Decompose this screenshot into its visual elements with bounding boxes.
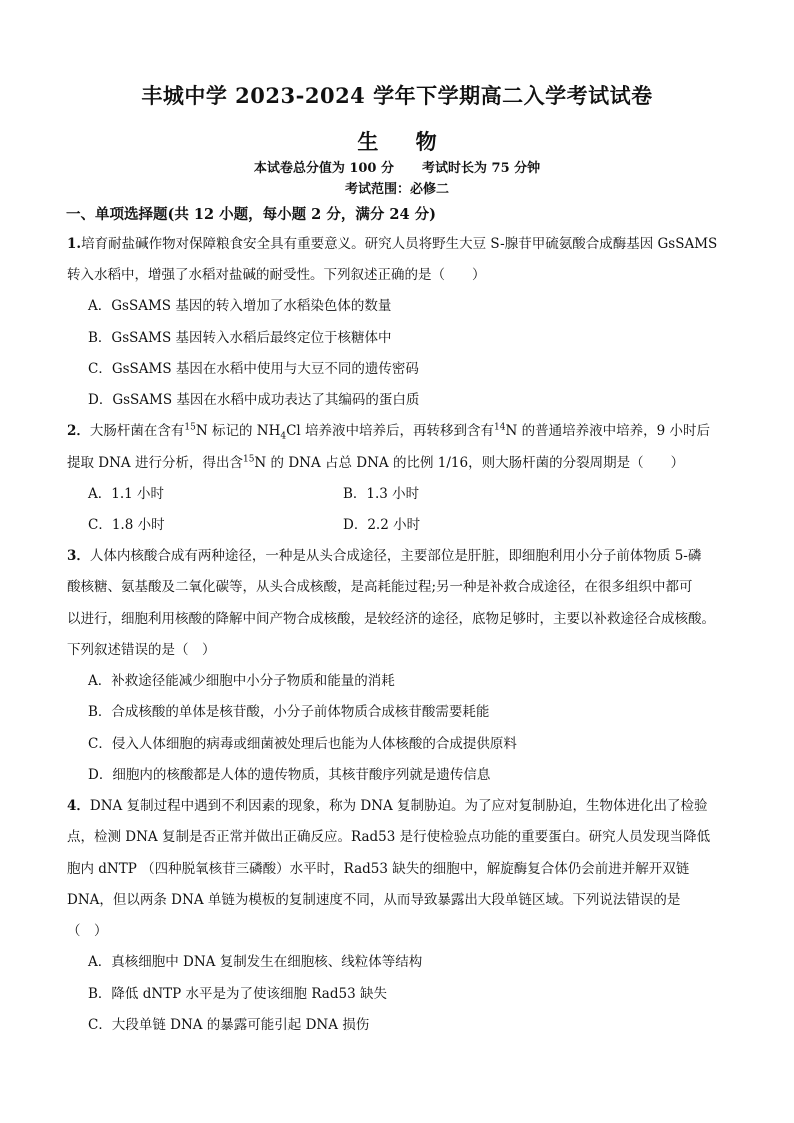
option-c: C．大段单链 DNA 的暴露可能引起 DNA 损伤 [88, 1017, 370, 1033]
question-number: 3． [67, 548, 90, 564]
question-1-line: 转入水稻中，增强了水稻对盐碱的耐受性。下列叙述正确的是（ ） [67, 267, 486, 283]
exam-info [0, 157, 794, 176]
question-3-line: 以进行，细胞利用核酸的降解中间产物合成核酸，是较经济的途径，底物足够时，主要以补救途径合成核酸。 [67, 611, 715, 627]
section-heading: 一、单项选择题(共 12 小题，每小题 2 分，满分 24 分) [66, 206, 436, 223]
question-number: 1. [67, 236, 82, 252]
option-c: C．1.8 小时 [88, 517, 165, 533]
option-a: A．补救途径能减少细胞中小分子物质和能量的消耗 [88, 673, 395, 689]
option-b: B．1.3 小时 [343, 486, 420, 502]
option-d: D．GsSAMS 基因在水稻中成功表达了其编码的蛋白质 [88, 392, 420, 408]
score-info: 本试卷总分值为 100 分 [253, 161, 395, 176]
question-2-line: 2．大肠杆菌在含有$^{15}$N 标记的 $NH_4Cl$ 培养液中培养后，再转移到含有$^{14}$N 的普通培养液中培养，9 小时后 [67, 422, 710, 442]
option-b: B．GsSAMS 基因转入水稻后最终定位于核糖体中 [88, 330, 392, 346]
exam-title: 丰城中学 2023-2024 学年下学期高二入学考试试卷 [141, 83, 653, 108]
subject-title: 生 物 [357, 129, 437, 154]
question-4-line: DNA，但以两条 DNA 单链为模板的复制速度不同，从而导致暴露出大段单链区域。下列说法错误的是 [67, 892, 681, 908]
option-d: D．细胞内的核酸都是人体的遗传物质，其核苷酸序列就是遗传信息 [88, 767, 491, 783]
option-a: A．GsSAMS 基因的转入增加了水稻染色体的数量 [88, 298, 392, 314]
option-d: D．2.2 小时 [343, 517, 421, 533]
question-1-line: 1.培育耐盐碱作物对保障粮食安全具有重要意义。研究人员将野生大豆 S-腺苷甲硫氨酸合成酶基因 GsSAMS [67, 236, 718, 252]
option-a: A．1.1 小时 [88, 486, 165, 502]
time-info: 考试时长为 75 分钟 [422, 161, 541, 176]
question-4-line: 点，检测 DNA 复制是否正常并做出正确反应。Rad53 是行使检验点功能的重要蛋白。研究人员发现当降低 [67, 829, 711, 845]
option-c: C．GsSAMS 基因在水稻中使用与大豆不同的遗传密码 [88, 361, 419, 377]
question-2-line: 提取 DNA 进行分析，得出含$^{15}$N 的 DNA 占总 DNA 的比例 1/16，则大肠杆菌的分裂周期是（ ） [67, 454, 685, 471]
question-4-line: 4．DNA 复制过程中遇到不利因素的现象，称为 DNA 复制胁迫。为了应对复制胁迫，生物体进化出了检验 [67, 798, 708, 814]
question-4-line: 胞内 dNTP （四种脱氧核苷三磷酸）水平时，Rad53 缺失的细胞中，解旋酶复合体仍会前进并解开双链 [67, 861, 690, 877]
question-3-line: 酸核糖、氨基酸及二氧化碳等，从头合成核酸，是高耗能过程;另一种是补救合成途径，在很多组织中都可 [67, 579, 693, 595]
exam-scope: 考试范围：必修二 [344, 182, 449, 197]
option-a: A．真核细胞中 DNA 复制发生在细胞核、线粒体等结构 [88, 954, 423, 970]
question-4-line: （ ） [67, 923, 108, 939]
question-3-line: 3．人体内核酸合成有两种途径，一种是从头合成途径，主要部位是肝脏，即细胞利用小分子前体物质 5-磷 [67, 548, 702, 564]
question-number: 4． [67, 798, 90, 814]
option-b: B．合成核酸的单体是核苷酸，小分子前体物质合成核苷酸需要耗能 [88, 704, 490, 720]
question-number: 2． [67, 423, 90, 439]
option-b: B．降低 dNTP 水平是为了使该细胞 Rad53 缺失 [88, 986, 387, 1002]
option-c: C．侵入人体细胞的病毒或细菌被处理后也能为人体核酸的合成提供原料 [88, 736, 517, 752]
question-3-line: 下列叙述错误的是（ ） [67, 642, 216, 658]
